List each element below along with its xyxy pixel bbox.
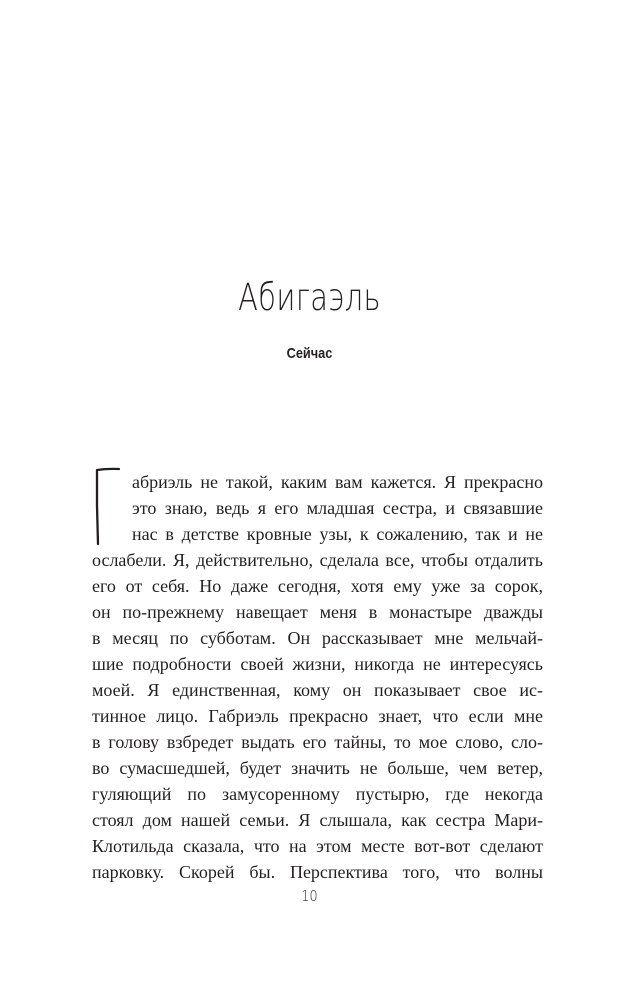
chapter-subtitle: Сейчас xyxy=(286,345,333,362)
page-number: 10 xyxy=(301,887,318,905)
text-line: его от себя. Но даже сегодня, хотя ему уже за сорок, xyxy=(92,576,543,596)
dropcap-letter xyxy=(93,466,121,546)
text-line: абриэль не такой, каким вам кажется. Я прекрасно xyxy=(132,472,543,492)
text-line: парковку. Скорей бы. Перспектива того, что волны xyxy=(92,862,543,882)
text-line: он по-прежнему навещает меня в монастыре дважды xyxy=(92,602,543,622)
text-line: Клотильда сказала, что на этом месте вот-вот сделают xyxy=(92,836,543,856)
text-line: это знаю, ведь я его младшая сестра, и связавшие xyxy=(132,498,543,518)
text-line: нас в детстве кровные узы, к сожалению, так и не xyxy=(132,524,543,544)
text-line: стоял дом нашей семьи. Я слышала, как сестра Мари- xyxy=(92,810,543,830)
text-line: в месяц по субботам. Он рассказывает мне мельчай- xyxy=(92,628,543,648)
text-line: в голову взбредет выдать его тайны, то мое слово, сло- xyxy=(92,732,543,752)
chapter-title: Абигаэль xyxy=(238,276,381,319)
text-line: шие подробности своей жизни, никогда не интересуясь xyxy=(92,654,543,674)
text-line: гуляющий по замусоренному пустырю, где некогда xyxy=(92,784,543,804)
text-line: ослабели. Я, действительно, сделала все, чтобы отдалить xyxy=(92,550,543,570)
text-line: моей. Я единственная, кому он показывает свое ис- xyxy=(92,680,543,700)
text-line: во сумасшедшей, будет значить не больше, чем ветер, xyxy=(92,758,543,778)
text-line: тинное лицо. Габриэль прекрасно знает, что если мне xyxy=(92,706,543,726)
